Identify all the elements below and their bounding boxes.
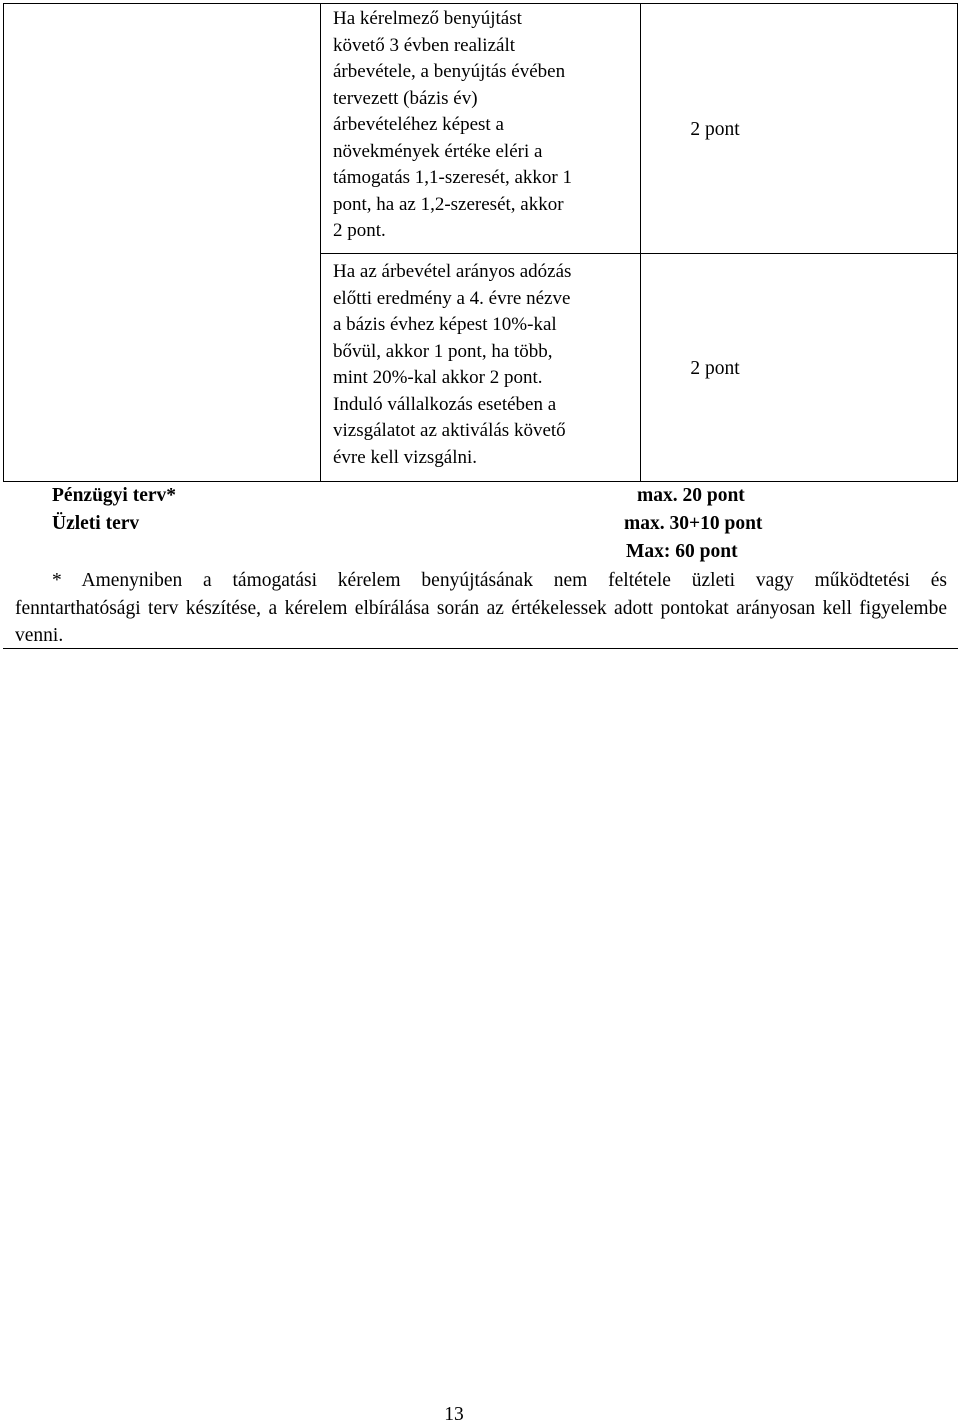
summary-business-plan-value: max. 30+10 pont	[624, 513, 763, 534]
criterion-row-divider	[320, 253, 958, 254]
table-top-border	[3, 3, 958, 4]
footnote-continuation: fenntarthatósági terv készítése, a kérelem elbírálása során az értékelessek adott pontokat arányosan kell figyelembe venni.	[15, 598, 947, 646]
total-points: Max: 60 pont	[626, 541, 738, 562]
summary-financial-plan-value: max. 20 pont	[637, 485, 745, 506]
footnote-first-line: * Amenyniben a támogatási kérelem benyújtásának nem feltétele üzleti vagy működtetési és	[52, 570, 947, 591]
criterion-pretax-profit-text: Ha az árbevétel arányos adózás előtti eredmény a 4. évre nézve a bázis évhez képest 10%-kal bővül, akkor 1 pont, ha több, mint 20%-kal akkor 2 pont. Induló vállalkozás esetében a vizsgálatot az aktiválás követő évre kell vizsgálni.	[333, 261, 572, 468]
table-left-border	[3, 3, 4, 481]
summary-financial-plan-label: Pénzügyi terv*	[52, 485, 177, 506]
table-right-border	[957, 3, 958, 481]
criterion-pretax-profit-score: 2 pont	[690, 358, 740, 379]
summary-top-border	[3, 481, 958, 482]
footnote-bottom-rule	[3, 648, 958, 649]
summary-business-plan-label: Üzleti terv	[52, 513, 140, 534]
criterion-revenue-growth-text: Ha kérelmező benyújtást követő 3 évben realizált árbevétele, a benyújtás évében tervezett (bázis év) árbevételéhez képest a növekmények értéke eléri a támogatás 1,1-szeresét, akkor 1 pont, ha az 1,2-szeresét, akkor 2 pont.	[333, 8, 572, 241]
criterion-revenue-growth-score: 2 pont	[690, 119, 740, 140]
criterion-column-left-border	[320, 3, 321, 481]
page-number: 13	[444, 1404, 464, 1425]
score-column-left-border	[640, 3, 641, 481]
